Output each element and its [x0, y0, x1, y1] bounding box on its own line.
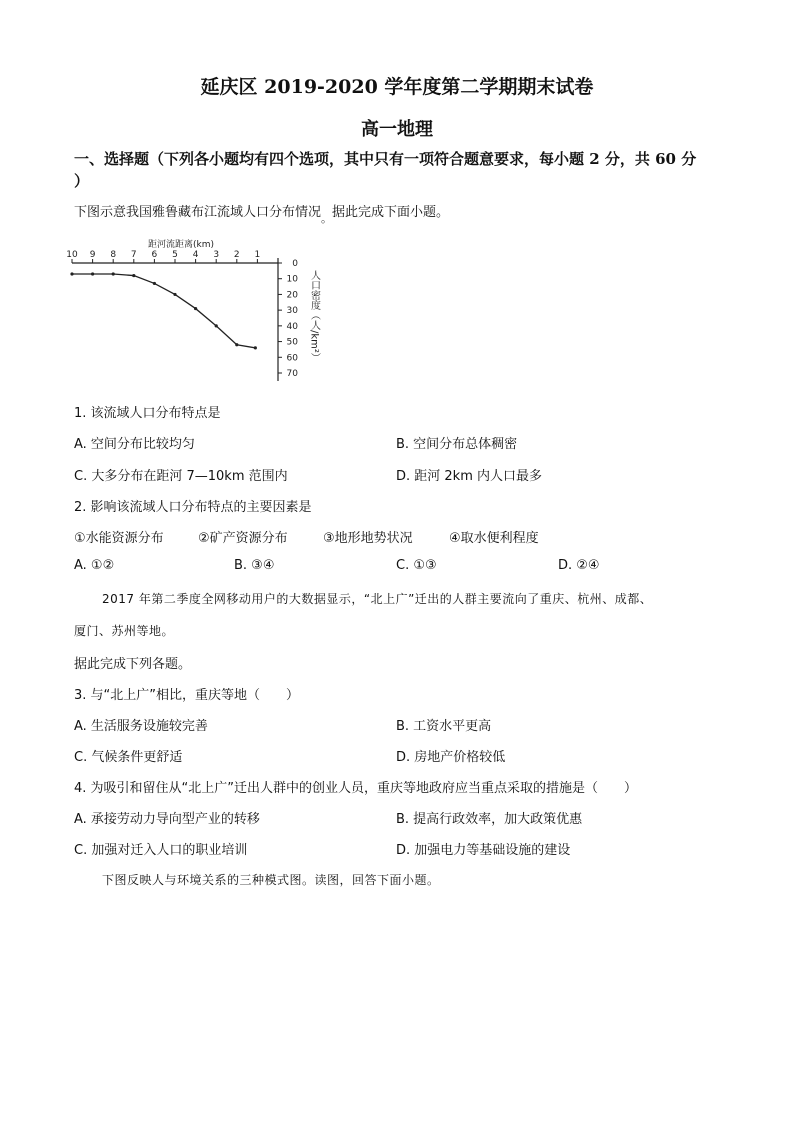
q2-option-d[interactable]: D. ②④	[558, 558, 600, 573]
intro-main: 下图示意我国雅鲁藏布江流域人口分布情况	[74, 205, 322, 220]
y-tick-label: 40	[286, 321, 298, 332]
intro-dot: 。	[321, 212, 333, 225]
chart-title: 距河流距离(km)	[148, 240, 215, 250]
q4-option-c[interactable]: C. 加强对迁入人口的职业培训	[74, 843, 248, 858]
data-point	[173, 293, 176, 296]
y-tick-label: 20	[286, 290, 298, 301]
data-point	[194, 307, 197, 310]
q2-option-c[interactable]: C. ①③	[396, 558, 437, 573]
data-point	[112, 272, 115, 275]
q3-option-b[interactable]: B. 工资水平更高	[396, 719, 492, 734]
q3-option-c[interactable]: C. 气候条件更舒适	[74, 750, 183, 765]
series-line	[72, 274, 255, 348]
q1-stem: 1. 该流域人口分布特点是	[74, 406, 221, 421]
data-point	[254, 346, 257, 349]
q3-stem: 3. 与“北上广”相比，重庆等地（ ）	[74, 688, 300, 703]
q2-factor-3: ③地形地势状况	[323, 531, 413, 546]
intro-tail: 据此完成下面小题。	[332, 205, 450, 220]
page-subtitle: 高一地理	[361, 119, 433, 140]
page-title: 延庆区 2019-2020 学年度第二学期期末试卷	[200, 76, 594, 98]
x-tick-label: 2	[233, 250, 240, 260]
q3-option-a[interactable]: A. 生活服务设施较完善	[74, 719, 208, 734]
q2-option-b[interactable]: B. ③④	[234, 558, 275, 573]
y-axis-label: 人口密度（人/km²）	[308, 270, 320, 363]
q1-option-d[interactable]: D. 距河 2km 内人口最多	[396, 469, 543, 484]
data-point	[215, 324, 218, 327]
x-tick-label: 5	[172, 250, 178, 260]
data-point	[235, 343, 238, 346]
x-tick-label: 7	[130, 250, 137, 260]
x-tick-label: 1	[254, 250, 261, 260]
x-tick-label: 9	[89, 250, 96, 260]
data-point	[91, 272, 94, 275]
passage-line-2: 厦门、苏州等地。	[74, 624, 175, 638]
footer-lead: 下图反映人与环境关系的三种模式图。读图，回答下面小题。	[102, 873, 440, 887]
x-tick-label: 3	[213, 250, 220, 260]
q2-stem: 2. 影响该流域人口分布特点的主要因素是	[74, 500, 312, 515]
q1-option-c[interactable]: C. 大多分布在距河 7—10km 范围内	[74, 469, 288, 484]
q2-option-a[interactable]: A. ①②	[74, 558, 115, 573]
q4-option-b[interactable]: B. 提高行政效率，加大政策优惠	[396, 812, 583, 827]
passage-line-1: 2017 年第二季度全网移动用户的大数据显示，“北上广”迁出的人群主要流向了重庆、杭州、成都、	[102, 592, 653, 606]
y-tick-label: 60	[286, 353, 298, 364]
data-point	[70, 272, 73, 275]
y-tick-label: 30	[286, 306, 298, 317]
q4-option-d[interactable]: D. 加强电力等基础设施的建设	[396, 843, 571, 858]
data-point	[153, 282, 156, 285]
intro-text	[74, 201, 450, 225]
x-tick-label: 4	[192, 250, 199, 260]
q2-factor-2: ②矿产资源分布	[198, 531, 288, 546]
q1-option-a[interactable]: A. 空间分布比较均匀	[74, 437, 195, 452]
data-point	[132, 274, 135, 277]
q1-option-b[interactable]: B. 空间分布总体稠密	[396, 437, 518, 452]
y-tick-label: 0	[292, 259, 298, 269]
x-tick-label: 10	[66, 250, 78, 260]
q4-option-a[interactable]: A. 承接劳动力导向型产业的转移	[74, 812, 260, 827]
passage-lead: 据此完成下列各题。	[74, 657, 192, 672]
x-tick-label: 8	[110, 250, 117, 260]
section-heading-tail: ）	[74, 172, 90, 190]
population-density-chart	[68, 236, 328, 386]
y-tick-label: 70	[286, 369, 298, 379]
y-tick-label: 10	[286, 274, 298, 285]
q4-stem: 4. 为吸引和留住从“北上广”迁出人群中的创业人员，重庆等地政府应当重点采取的措施是（ ）	[74, 781, 638, 796]
y-tick-label: 50	[286, 337, 298, 348]
q2-factor-4: ④取水便利程度	[449, 531, 539, 546]
q2-factor-1: ①水能资源分布	[74, 531, 164, 546]
q3-option-d[interactable]: D. 房地产价格较低	[396, 750, 506, 765]
section-heading: 一、选择题（下列各小题均有四个选项，其中只有一项符合题意要求，每小题 2 分，共 60 分	[74, 150, 697, 168]
x-tick-label: 6	[151, 250, 158, 260]
